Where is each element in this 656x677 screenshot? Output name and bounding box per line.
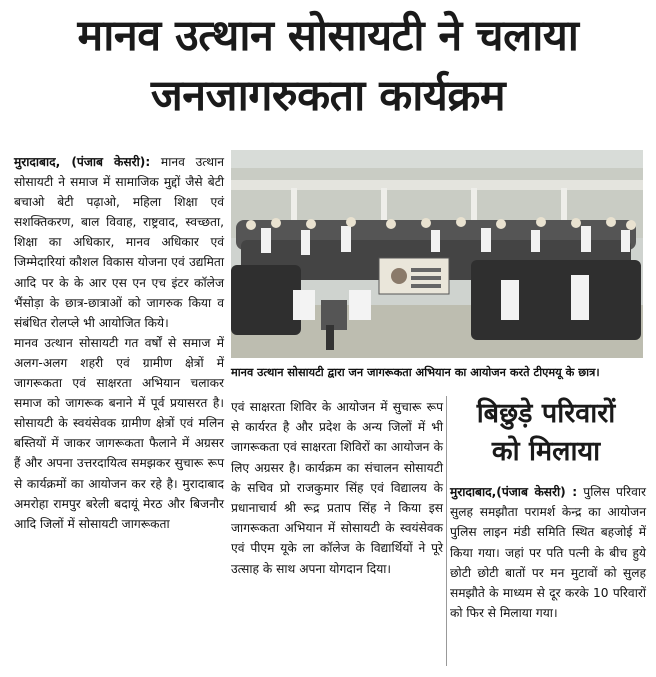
main-story-para-2: मानव उत्थान सोसायटी गत वर्षों से समाज में अलग-अलग शहरी एवं ग्रामीण क्षेत्रों में जागरूकता एवं साक्षरता अभियान चलाकर समाज को जागरूक बनाने में पूर्व प्रयासरत है। सोसायटी के स्वयंसेवक ग्रामीण क्षेत्रों एवं मलिन बस्तियों में जाकर जागरूकता फैलाने में अग्रसर हैं और अपना उत्तरदायित्व समझकर सुचारू रूप से कार्यक्रमों का आयोजन कर रहे है। मुरादाबाद अमरोहा रामपुर बरेली बदायूं मेरठ और बिजनौर आदि जिलों में सोसायटी जागरूकता (14, 335, 224, 531)
side-story-body (450, 482, 646, 623)
headline-line-1: मानव उत्थान सोसायटी ने चलाया (77, 11, 579, 61)
photo-caption: मानव उत्थान सोसायटी द्वारा जन जागरूकता अभियान का आयोजन करते टीएमयू के छात्र। (231, 366, 600, 379)
news-photo (231, 150, 643, 358)
side-headline-line-2: को मिलाया (491, 436, 601, 467)
main-story-para-3: एवं साक्षरता शिविर के आयोजन में सुचारू रूप से कार्यरत है और प्रदेश के अन्य जिलों में भी जागरूकता एवं साक्षरता शिविरों का आयोजन के लिए अग्रसर है। कार्यक्रम का संचालन सोसायटी के सचिव प्रो राजकुमार सिंह एवं विद्यालय के प्रधानाचार्य श्री रूद्र प्रताप सिंह ने किया इस जागरूकता अभियान में सोसायटी के स्वयंसेवक एवं पीएम यूके ला कॉलेज के विद्यार्थियों ने पूरे उत्साह के साथ अपना योगदान दिया। (231, 400, 443, 576)
side-headline-line-1: बिछुड़े परिवारों (476, 398, 616, 429)
side-story-headline (446, 395, 646, 471)
side-story-text: पुलिस परिवार सुलह समझौता परामर्श केन्द्र का आयोजन पुलिस लाइन मंडी समिति स्थित बहजोई में किया गया। जहां पर पति पत्नी के बीच हुये छोटी छोटी बातों पर मन मुटावों को सुलह समझौते के माध्यम से दूर करके 10 परिवारों को फिर से मिलाया गया। (450, 485, 647, 621)
headline-line-2: जनजागरुकता कार्यक्रम (150, 71, 506, 121)
main-story-para-1: मानव उत्थान सोसायटी ने समाज में सामाजिक मुद्दों जैसे बेटी बचाओ बेटी पढ़ाओ, महिला शिक्षा एवं सशक्तिकरण, बाल विवाह, राष्ट्रवाद, स्वच्छता, शिक्षा का अधिकार, मानव अधिकार एवं जिम्मेदारियां कौशल विकास योजना एवं उद्यमिता आदि पर के के आर एस एन एच इंटर कॉलेज भैंसोड़ा के छात्र-छात्राओं को जागरुक किया व संबंधित रोलप्ले भी आयोजित किये। (14, 155, 224, 330)
headline (0, 6, 656, 126)
side-story-dateline: मुरादाबाद,(पंजाब केसरी) : (450, 485, 578, 499)
main-story-column-1 (14, 152, 224, 534)
group-photo-image (231, 150, 643, 358)
main-story-column-2 (231, 397, 443, 579)
main-story-dateline: मुरादाबाद, (पंजाब केसरी): (14, 155, 151, 169)
